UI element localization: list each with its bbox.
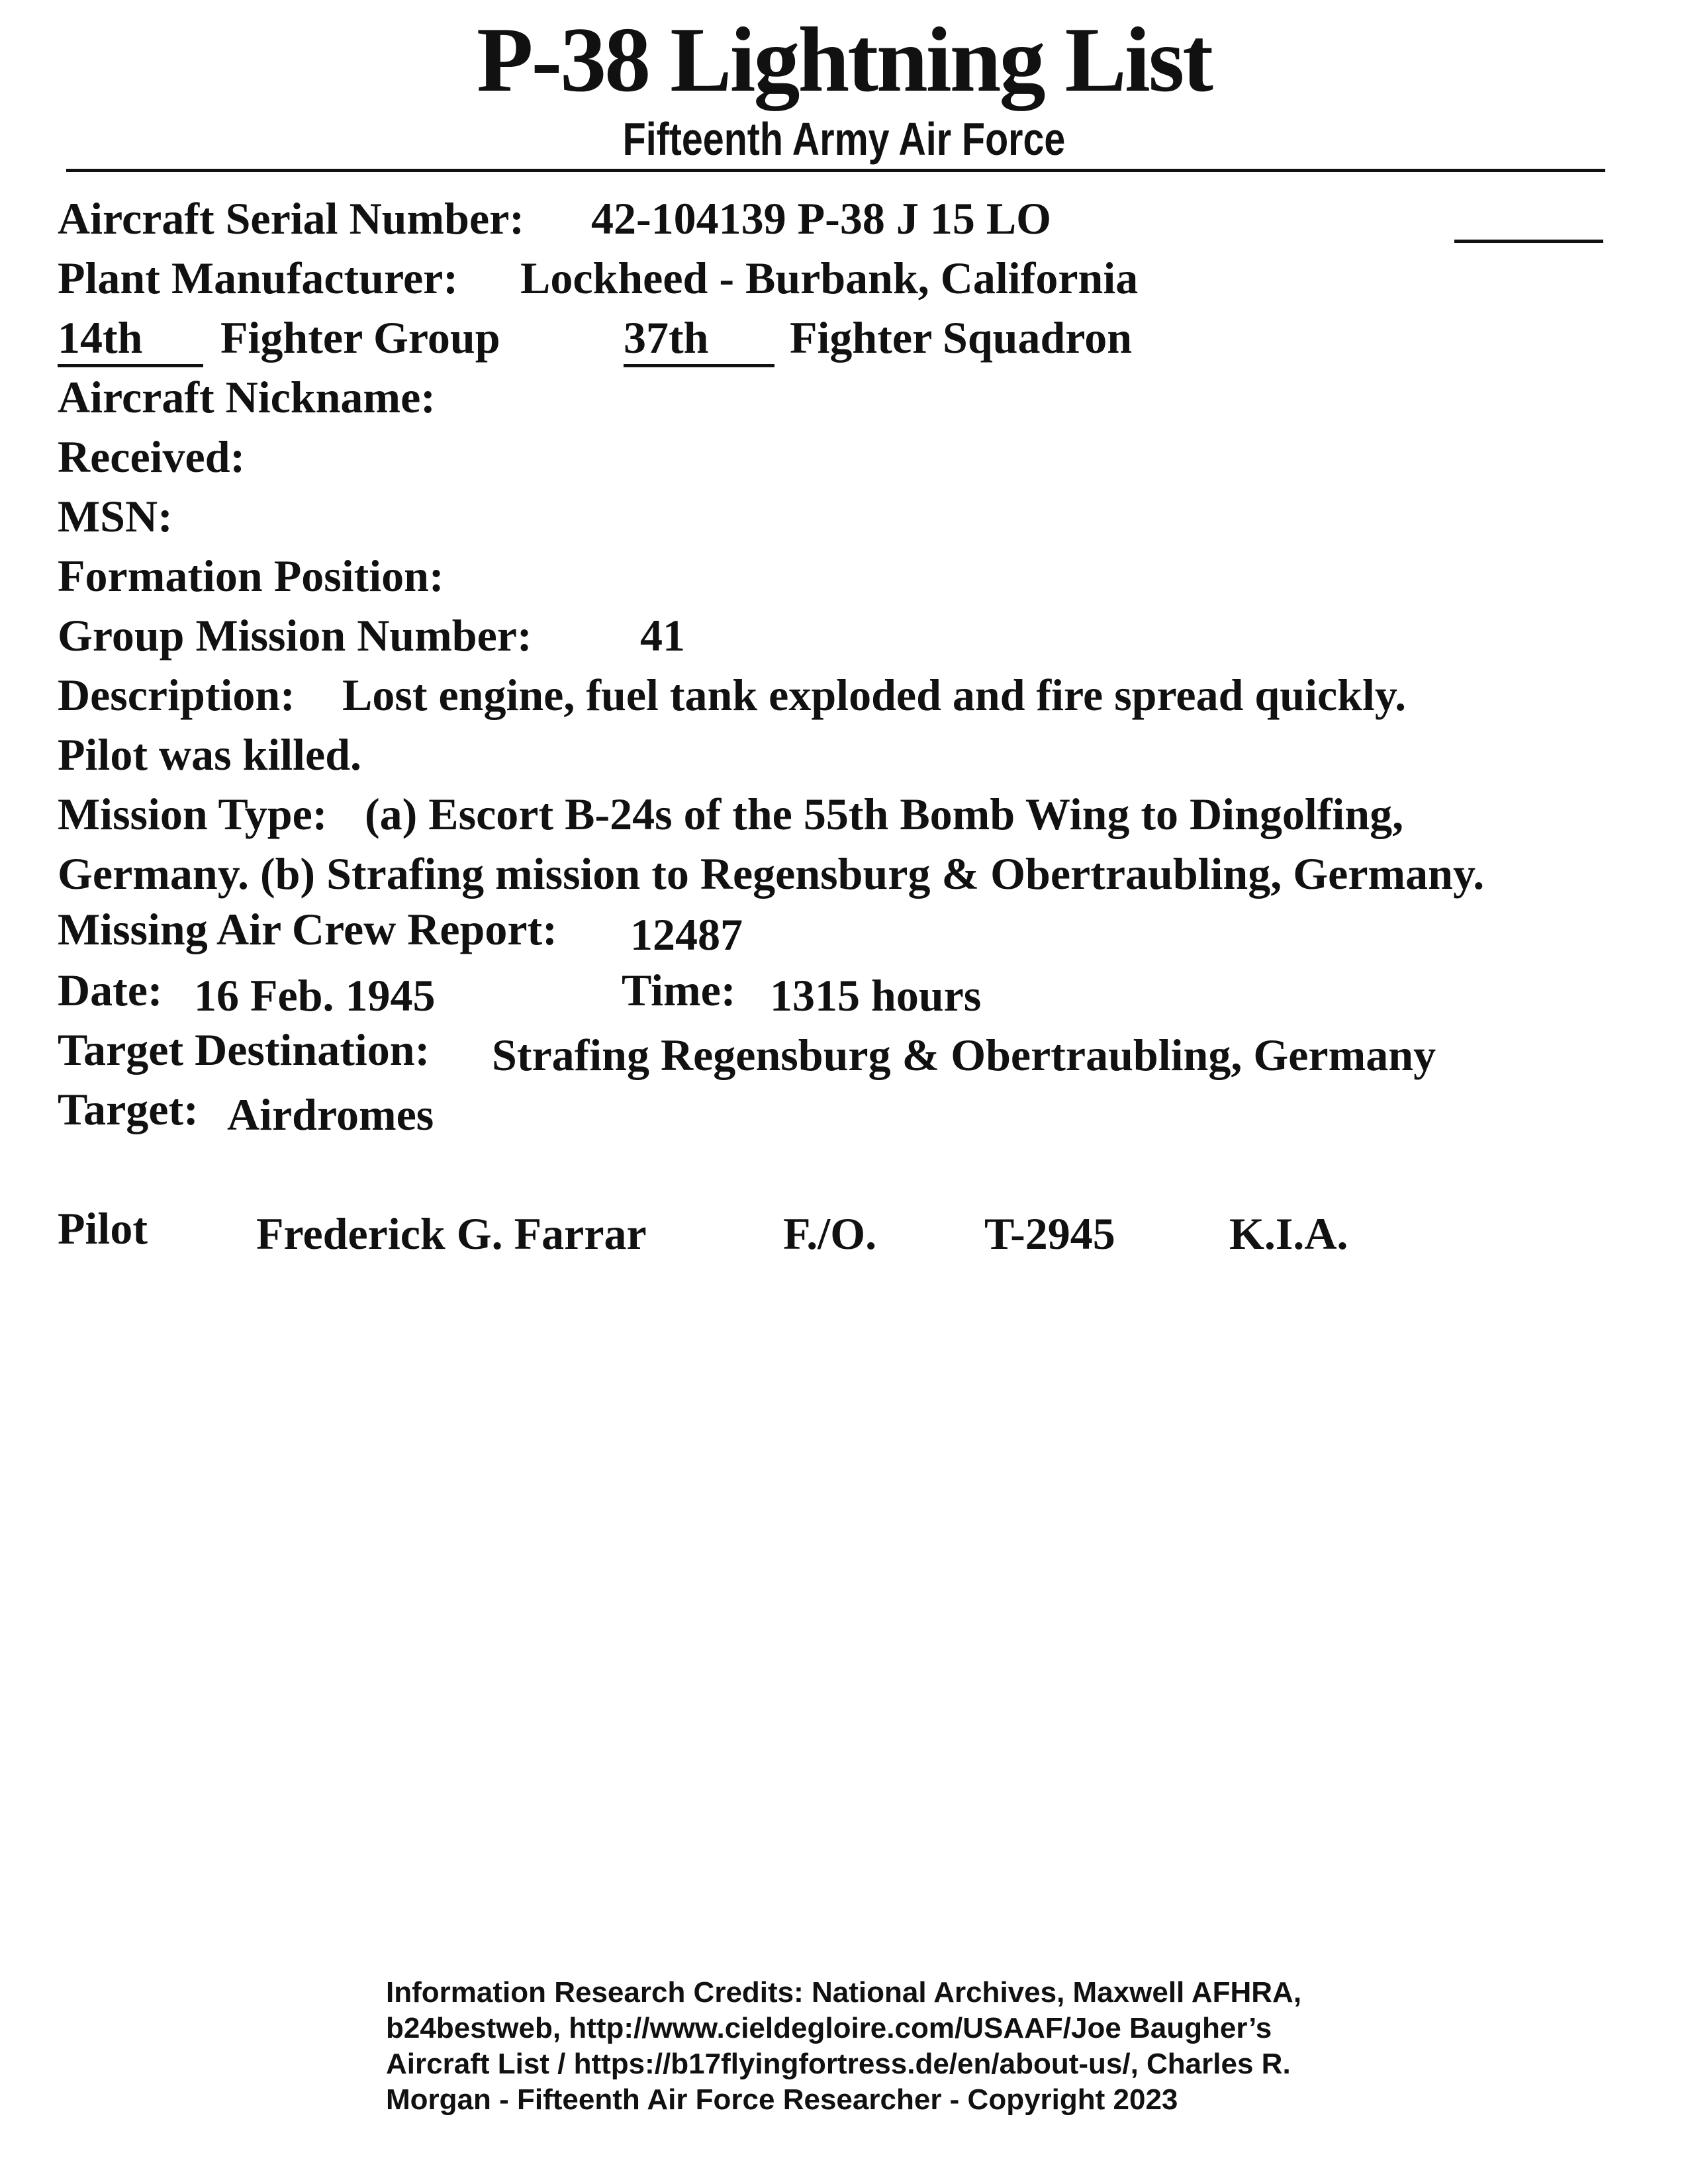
crew-serial: T-2945 [984, 1208, 1115, 1259]
time-label: Time: [622, 965, 736, 1015]
nickname-label: Aircraft Nickname: [58, 372, 436, 422]
target-value: Airdromes [227, 1089, 434, 1140]
target-destination-value: Strafing Regensburg & Obertraubling, Germany [492, 1030, 1436, 1080]
msn-label: MSN: [58, 491, 173, 541]
group-label: Fighter Group [220, 312, 500, 363]
crew-rank: F./O. [783, 1208, 877, 1259]
page-title: P-38 Lightning List [477, 9, 1211, 111]
crew-name: Frederick G. Farrar [256, 1208, 647, 1259]
macr-label: Missing Air Crew Report: [58, 904, 557, 954]
squadron-number: 37th [624, 312, 709, 363]
serial-value: 42-104139 P-38 J 15 LO [591, 193, 1052, 244]
description-label: Description: [58, 670, 295, 720]
description-line-1: Lost engine, fuel tank exploded and fire spread quickly. [342, 670, 1407, 720]
mission-number-label: Group Mission Number: [58, 610, 532, 660]
target-destination-label: Target Destination: [58, 1024, 430, 1075]
manufacturer-value: Lockheed - Burbank, California [520, 253, 1139, 303]
squadron-value [624, 312, 774, 367]
description-line-2: Pilot was killed. [58, 729, 362, 780]
manufacturer-label: Plant Manufacturer: [58, 253, 458, 303]
credits-line-3: Aircraft List / https://b17flyingfortress.de/en/about-us/, Charles R. [386, 2048, 1291, 2080]
target-label: Target: [58, 1084, 199, 1134]
crew-status: K.I.A. [1229, 1208, 1348, 1259]
date-value: 16 Feb. 1945 [194, 970, 436, 1021]
formation-label: Formation Position: [58, 551, 444, 601]
time-value: 1315 hours [770, 970, 982, 1021]
mission-type-label: Mission Type: [58, 789, 328, 839]
credits-line-1: Information Research Credits: National Archives, Maxwell AFHRA, [386, 1976, 1302, 2009]
mission-type-line-2: Germany. (b) Strafing mission to Regensburg & Obertraubling, Germany. [58, 848, 1485, 899]
mission-number-value: 41 [640, 610, 685, 660]
group-number: 14th [58, 312, 143, 363]
received-label: Received: [58, 432, 246, 482]
mission-type-line-1: (a) Escort B-24s of the 55th Bomb Wing to Dingolfing, [365, 789, 1404, 839]
squadron-label: Fighter Squadron [790, 312, 1133, 363]
credits-line-4: Morgan - Fifteenth Air Force Researcher - Copyright 2023 [386, 2083, 1178, 2116]
crew-position: Pilot [58, 1203, 148, 1253]
date-label: Date: [58, 965, 163, 1015]
serial-label: Aircraft Serial Number: [58, 193, 524, 244]
page-subtitle: Fifteenth Army Air Force [622, 113, 1066, 165]
macr-value: 12487 [630, 909, 743, 960]
credits-line-2: b24bestweb, http://www.cieldegloire.com/USAAF/Joe Baugher’s [386, 2012, 1272, 2044]
serial-blank-line [1454, 240, 1603, 243]
header-rule [66, 169, 1605, 172]
group-value [58, 312, 203, 367]
